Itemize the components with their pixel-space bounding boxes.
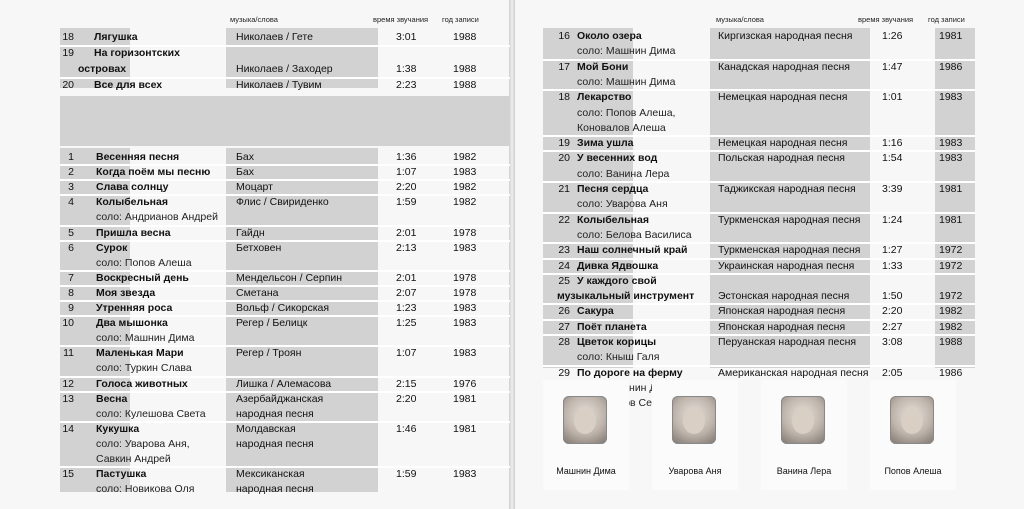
header-music-right: музыка/слова xyxy=(716,15,764,24)
header-year-right: год записи xyxy=(928,15,965,24)
track-time: 2:23 xyxy=(396,79,417,91)
track-time: 1:46 xyxy=(396,422,417,435)
track-year: 1983 xyxy=(453,166,477,179)
soloist-name: Попов Алеша xyxy=(884,466,942,476)
track-author: Мексиканская xyxy=(236,468,305,481)
track-author: Николаев / Заходер xyxy=(236,63,333,75)
track-time: 1:26 xyxy=(882,30,903,42)
track-title: У каждого свой xyxy=(577,274,657,287)
track-time: 1:07 xyxy=(396,347,417,360)
track-row xyxy=(0,136,1024,150)
track-year: 1976 xyxy=(453,377,477,390)
face-shape xyxy=(574,408,596,434)
track-title: Колыбельная xyxy=(96,196,168,209)
track-time: 1:59 xyxy=(396,196,417,209)
track-year: 1981 xyxy=(939,30,963,42)
track-time: 2:01 xyxy=(396,226,417,239)
track-author: Эстонская народная песня xyxy=(718,290,850,303)
track-author: Американская народная песня xyxy=(718,366,869,379)
track-time: 1:23 xyxy=(396,302,417,314)
track-year: 1981 xyxy=(453,422,477,435)
track-soloist: Савкин Андрей xyxy=(96,453,171,465)
track-author: Николаев / Гете xyxy=(236,31,313,43)
track-number: 7 xyxy=(68,271,74,284)
track-year: 1988 xyxy=(939,336,963,348)
track-author: Гайдн xyxy=(236,226,265,239)
track-time: 3:01 xyxy=(396,31,417,43)
track-time: 1:07 xyxy=(396,166,417,179)
track-title: Около озера xyxy=(577,30,642,42)
track-row xyxy=(0,151,1024,165)
track-title: Слава солнцу xyxy=(96,181,169,194)
track-soloist: соло: Машнин Дима xyxy=(577,45,676,58)
soloist-photo-card xyxy=(870,380,956,490)
track-year: 1972 xyxy=(939,259,963,272)
track-author: Украинская народная песня xyxy=(718,259,855,272)
track-number: 8 xyxy=(68,286,74,299)
track-author: Сметана xyxy=(236,286,279,299)
track-title: Зима ушла xyxy=(577,137,634,150)
track-row xyxy=(0,121,1024,135)
soloist-name: Ванина Лера xyxy=(776,466,832,476)
track-soloist: соло: Кулешова Света xyxy=(96,407,206,420)
face-shape xyxy=(683,408,705,434)
track-number: 3 xyxy=(68,181,74,194)
track-title: Цветок корицы xyxy=(577,336,657,348)
track-author: Японская народная песня xyxy=(718,320,846,333)
track-year: 1983 xyxy=(453,302,477,314)
track-time: 2:15 xyxy=(396,377,417,390)
track-number: 9 xyxy=(68,302,74,314)
track-author: Николаев / Тувим xyxy=(236,79,322,91)
track-row xyxy=(0,335,1024,349)
track-title: Пастушка xyxy=(96,468,147,481)
track-soloist: соло: Машнин Дима xyxy=(577,75,676,88)
track-year: 1982 xyxy=(939,320,963,333)
track-author: Молдавская xyxy=(236,422,296,435)
track-number: 16 xyxy=(558,30,570,42)
track-soloist: соло: Попов Алеша, xyxy=(577,106,676,119)
track-author: Бах xyxy=(236,151,254,163)
track-time: 1:24 xyxy=(882,213,903,226)
track-author: Регер / Троян xyxy=(236,347,302,360)
track-year: 1988 xyxy=(453,63,477,75)
track-title: Два мышонка xyxy=(96,317,168,330)
header-time-right: время звучания xyxy=(858,15,914,24)
track-author: народная песня xyxy=(236,437,314,450)
track-time: 3:08 xyxy=(882,336,903,348)
track-number: 1 xyxy=(68,151,74,163)
track-title: Колыбельная xyxy=(577,213,649,226)
track-author: Лишка / Алемасова xyxy=(236,377,332,390)
track-row xyxy=(0,213,1024,227)
track-time: 1:16 xyxy=(882,137,903,150)
soloist-photo xyxy=(672,396,716,444)
track-title: На горизонтских xyxy=(94,47,180,59)
track-author: Бах xyxy=(236,166,254,179)
track-year: 1988 xyxy=(453,79,477,91)
soloist-photo xyxy=(563,396,607,444)
track-time: 2:13 xyxy=(396,241,417,254)
track-author: Регер / Белицк xyxy=(236,317,308,330)
track-time: 1:54 xyxy=(882,152,903,165)
track-title: Весна xyxy=(96,392,128,405)
track-author: Туркменская народная песня xyxy=(718,244,861,257)
track-row xyxy=(0,29,1024,43)
header-music-left: музыка/слова xyxy=(230,15,278,24)
track-author: Перуанская народная песня xyxy=(718,336,857,348)
track-number: 5 xyxy=(68,226,74,239)
track-title: Утренняя роса xyxy=(96,302,173,314)
track-row xyxy=(0,289,1024,303)
track-year: 1982 xyxy=(939,305,963,318)
soloist-photo-card xyxy=(761,380,847,490)
track-author: народная песня xyxy=(236,483,314,496)
track-year: 1986 xyxy=(939,366,963,379)
track-time: 1:33 xyxy=(882,259,903,272)
track-time: 2:27 xyxy=(882,320,903,333)
track-title: Сурок xyxy=(96,241,128,254)
track-title: островах xyxy=(78,63,127,75)
track-author: Таджикская народная песня xyxy=(718,183,856,195)
track-author: Немецкая народная песня xyxy=(718,137,848,150)
track-year: 1982 xyxy=(453,181,477,194)
track-number: 25 xyxy=(558,274,570,287)
track-time: 3:39 xyxy=(882,183,903,195)
track-soloist: соло: Уварова Аня, xyxy=(96,437,190,450)
soloist-photo xyxy=(781,396,825,444)
track-title: музыкальный инструмент xyxy=(557,290,695,303)
track-year: 1981 xyxy=(939,183,963,195)
track-row xyxy=(0,274,1024,288)
track-number: 18 xyxy=(62,31,74,43)
track-soloist: соло: Машнин Дима xyxy=(96,332,195,345)
track-title: Наш солнечный край xyxy=(577,244,688,257)
track-number: 11 xyxy=(63,347,74,360)
track-row xyxy=(0,75,1024,89)
track-number: 17 xyxy=(558,60,570,73)
track-time: 1:50 xyxy=(882,290,903,303)
track-number: 26 xyxy=(558,305,570,318)
track-title: Кукушка xyxy=(96,422,140,435)
soloist-photo xyxy=(890,396,934,444)
track-number: 27 xyxy=(558,320,570,333)
track-row xyxy=(0,304,1024,318)
track-author: Азербайджанская xyxy=(236,392,324,405)
track-number: 19 xyxy=(62,47,74,59)
track-title: У весенних вод xyxy=(577,152,658,165)
track-number: 20 xyxy=(558,152,570,165)
soloist-name: Машнин Дима xyxy=(556,466,616,476)
track-year: 1981 xyxy=(453,392,477,405)
track-soloist: соло: Новикова Оля xyxy=(96,483,195,496)
track-year: 1972 xyxy=(939,290,963,303)
track-author: Моцарт xyxy=(236,181,273,194)
header-time-left: время звучания xyxy=(373,15,429,24)
track-time: 1:38 xyxy=(396,63,417,75)
track-number: 18 xyxy=(558,91,570,104)
track-year: 1978 xyxy=(453,286,477,299)
track-number: 20 xyxy=(62,79,74,91)
track-number: 29 xyxy=(558,366,570,379)
track-soloist: Коновалов Алеша xyxy=(577,121,666,134)
track-year: 1978 xyxy=(453,271,477,284)
track-row xyxy=(0,197,1024,211)
track-author: Мендельсон / Серпин xyxy=(236,271,343,284)
track-year: 1986 xyxy=(939,60,963,73)
track-soloist: соло: Ванина Лера xyxy=(577,167,670,180)
track-author: Киргизская народная песня xyxy=(718,30,853,42)
track-author: Туркменская народная песня xyxy=(718,213,861,226)
track-number: 28 xyxy=(558,336,570,348)
track-year: 1983 xyxy=(453,317,477,330)
track-number: 22 xyxy=(558,213,570,226)
track-year: 1983 xyxy=(939,137,963,150)
track-row xyxy=(0,60,1024,74)
track-title: Дивка Ядвошка xyxy=(577,259,659,272)
track-author: Немецкая народная песня xyxy=(718,91,848,104)
track-number: 15 xyxy=(62,468,74,481)
track-time: 2:07 xyxy=(396,286,417,299)
track-row xyxy=(0,167,1024,181)
track-soloist: соло: Туркин Слава xyxy=(96,362,192,375)
track-number: 12 xyxy=(62,377,74,390)
soloist-photos xyxy=(543,380,975,490)
track-time: 1:25 xyxy=(396,317,417,330)
track-soloist: соло: Белова Василиса xyxy=(577,228,692,241)
track-title: Поёт планета xyxy=(577,320,647,333)
track-row xyxy=(0,44,1024,58)
face-shape xyxy=(901,408,923,434)
track-row xyxy=(0,259,1024,273)
track-number: 19 xyxy=(558,137,570,150)
track-number: 21 xyxy=(558,183,570,195)
track-title: Пришла весна xyxy=(96,226,171,239)
track-year: 1982 xyxy=(453,151,477,163)
track-title: Сакура xyxy=(577,305,614,318)
track-title: Лягушка xyxy=(94,31,138,43)
track-year: 1981 xyxy=(939,213,963,226)
track-soloist: соло: Уварова Аня xyxy=(577,198,668,211)
track-author: Польская народная песня xyxy=(718,152,845,165)
track-row xyxy=(0,350,1024,364)
track-year: 1983 xyxy=(939,91,963,104)
track-year: 1983 xyxy=(939,152,963,165)
track-year: 1982 xyxy=(453,196,477,209)
track-author: народная песня xyxy=(236,407,314,420)
track-number: 23 xyxy=(558,244,570,257)
track-number: 14 xyxy=(62,422,74,435)
track-year: 1988 xyxy=(453,31,477,43)
track-time: 1:36 xyxy=(396,151,417,163)
track-year: 1983 xyxy=(453,468,477,481)
track-number: 13 xyxy=(62,392,74,405)
track-title: Моя звезда xyxy=(96,286,156,299)
track-row xyxy=(0,182,1024,196)
track-year: 1978 xyxy=(453,226,477,239)
track-row xyxy=(0,243,1024,257)
track-number: 10 xyxy=(62,317,74,330)
track-number: 6 xyxy=(68,241,74,254)
track-title: Голоса животных xyxy=(96,377,188,390)
track-title: По дороге на ферму xyxy=(577,366,683,379)
track-time: 2:20 xyxy=(396,392,417,405)
track-row xyxy=(0,106,1024,120)
soloist-name: Уварова Аня xyxy=(668,466,722,476)
track-title: Мой Бони xyxy=(577,60,629,73)
track-title: Песня сердца xyxy=(577,183,649,195)
track-title: Маленькая Мари xyxy=(96,347,184,360)
track-soloist: соло: Попов Алеша xyxy=(96,256,192,269)
track-time: 2:01 xyxy=(396,271,417,284)
track-row xyxy=(0,90,1024,104)
track-author: Японская народная песня xyxy=(718,305,846,318)
track-time: 1:47 xyxy=(882,60,903,73)
header-year-left: год записи xyxy=(442,15,479,24)
track-author: Бетховен xyxy=(236,241,282,254)
track-time: 2:20 xyxy=(396,181,417,194)
track-time: 2:20 xyxy=(882,305,903,318)
track-year: 1972 xyxy=(939,244,963,257)
track-row xyxy=(0,366,1024,380)
track-year: 1983 xyxy=(453,347,477,360)
track-number: 2 xyxy=(68,166,74,179)
track-time: 1:27 xyxy=(882,244,903,257)
track-title: Лекарство xyxy=(577,91,632,104)
track-time: 1:01 xyxy=(882,91,903,104)
track-author: Канадская народная песня xyxy=(718,60,850,73)
track-author: Флис / Свириденко xyxy=(236,196,329,209)
track-time: 1:59 xyxy=(396,468,417,481)
soloist-photo-card xyxy=(652,380,738,490)
track-number: 24 xyxy=(558,259,570,272)
track-title: Все для всех xyxy=(94,79,163,91)
track-title: Весенняя песня xyxy=(96,151,180,163)
track-soloist: соло: Андрианов Андрей xyxy=(96,211,218,224)
face-shape xyxy=(792,408,814,434)
soloist-photo-card xyxy=(543,380,629,490)
track-time: 2:05 xyxy=(882,366,903,379)
track-author: Вольф / Сикорская xyxy=(236,302,330,314)
track-number: 4 xyxy=(68,196,74,209)
track-title: Когда поём мы песню xyxy=(96,166,211,179)
track-year: 1983 xyxy=(453,241,477,254)
track-row xyxy=(0,320,1024,334)
track-soloist: соло: Кныш Галя xyxy=(577,351,660,364)
track-title: Воскресный день xyxy=(96,271,189,284)
track-row xyxy=(0,228,1024,242)
